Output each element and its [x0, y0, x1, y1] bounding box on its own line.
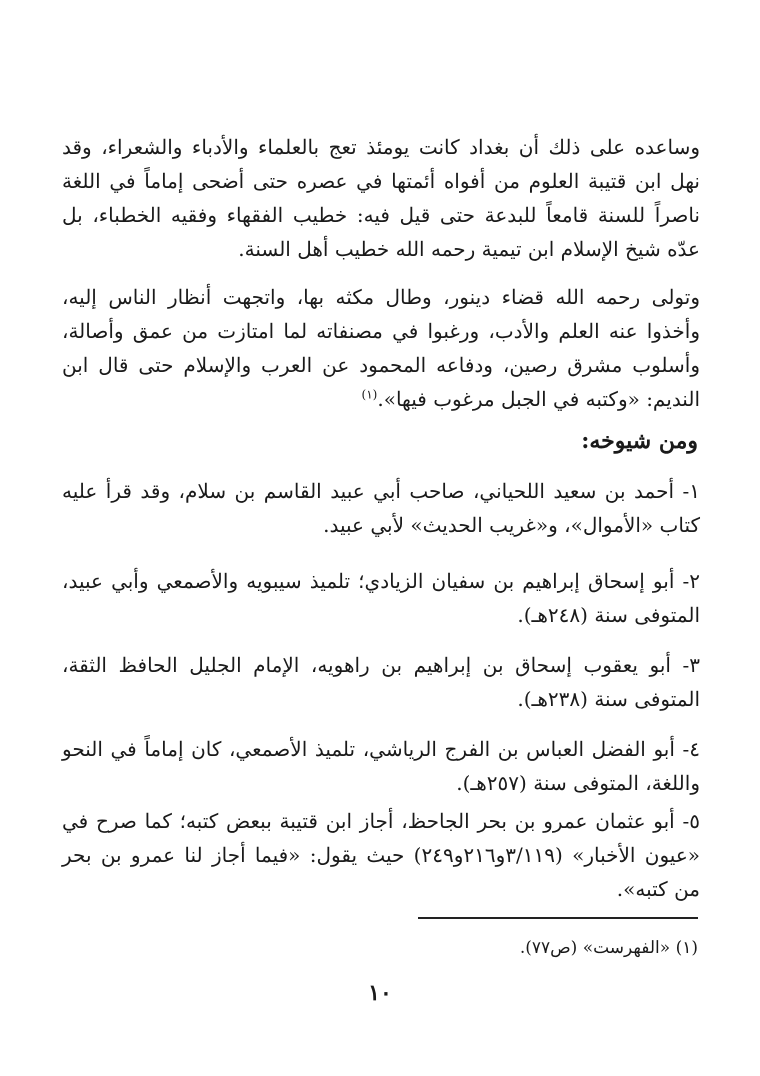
teacher-item-5: ٥- أبو عثمان عمرو بن بحر الجاحظ، أجاز ابن قتيبة ببعض كتبه؛ كما صرح في «عيون الأخبار» (٣/١١٩و٢١٦و٢٤٩) حيث يقول: «فيما أجاز لنا عمرو بن بحر من كتبه». — [62, 809, 701, 901]
footnote-reference[interactable]: (١) — [361, 387, 378, 402]
paragraph-judgeship — [62, 280, 700, 416]
paragraph-judgeship-text: وتولى رحمه الله قضاء دينور، وطال مكثه بها، واتجهت أنظار الناس إليه، وأخذوا عنه العلم والأدب، ورغبوا في مصنفاته لما امتازت من عمق وأصالة، وأسلوب مشرق رصين، ودفاعه المحمود عن العرب والإسلام حتى قال ابن النديم: «وكتبه في الجبل مرغوب فيها». — [62, 285, 700, 411]
teacher-item-2: ٢- أبو إسحاق إبراهيم بن سفيان الزيادي؛ تلميذ سيبويه والأصمعي وأبي عبيد، المتوفى سنة (٢٤٨هـ). — [62, 569, 700, 627]
paragraph-scholars: وساعده على ذلك أن بغداد كانت يومئذ تعج بالعلماء والأدباء والشعراء، وقد نهل ابن قتيبة العلوم من أفواه أئمتها في عصره حتى أضحى إماماً في اللغة ناصراً للسنة قامعاً للبدعة حتى قيل فيه: خطيب الفقهاء وفقيه الخطباء، بل عدّه شيخ الإسلام ابن تيمية رحمه الله خطيب أهل السنة. — [62, 135, 700, 261]
teacher-item-3: ٣- أبو يعقوب إسحاق بن إبراهيم بن راهويه، الإمام الجليل الحافظ الثقة، المتوفى سنة (٢٣٨هـ). — [62, 653, 700, 711]
teacher-item-1: ١- أحمد بن سعيد اللحياني، صاحب أبي عبيد القاسم بن سلام، وقد قرأ عليه كتاب «الأموال»، و«غريب الحديث» لأبي عبيد. — [62, 479, 701, 537]
page-number: ١٠ — [368, 980, 392, 1006]
footnote-divider — [418, 917, 698, 919]
teacher-item-4: ٤- أبو الفضل العباس بن الفرج الرياشي، تلميذ الأصمعي، كان إماماً في النحو واللغة، المتوفى سنة (٢٥٧هـ). — [62, 737, 700, 795]
footnote-1: (١) «الفهرست» (ص٧٧). — [519, 938, 698, 958]
section-heading-teachers: ومن شيوخه: — [581, 428, 698, 454]
